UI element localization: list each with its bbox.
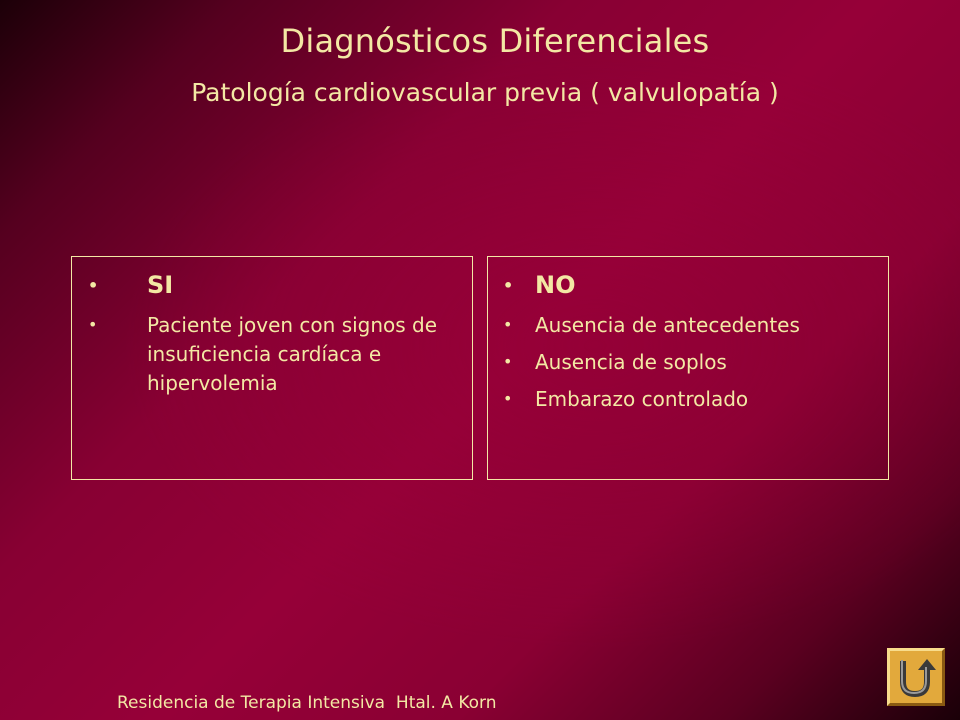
no-heading: NO [535,271,576,299]
no-item-text: Ausencia de antecedentes [535,313,800,337]
si-heading: SI [147,271,174,299]
no-item-text: Ausencia de soplos [535,350,727,374]
bullet: • [88,276,99,295]
no-list-item [488,385,888,414]
no-list-item [488,311,888,340]
slide-title: Diagnósticos Diferenciales [280,22,710,60]
slide-subtitle: Patología cardiovascular previa ( valvulopatía ) [191,78,779,107]
u-turn-return-icon [894,655,938,699]
si-item-text: Paciente joven con signos de insuficiencia cardíaca e hipervolemia [147,313,438,395]
si-list [72,257,472,398]
footer-text: Residencia de Terapia Intensiva Htal. A Korn [117,693,497,713]
si-heading-item [72,269,472,301]
return-button[interactable] [887,648,945,706]
no-list [488,257,888,414]
no-list-item [488,348,888,377]
no-heading-item [488,269,888,301]
no-box [487,256,889,480]
bullet: • [503,352,513,371]
bullet: • [88,315,98,334]
si-box [71,256,473,480]
bullet: • [503,389,513,408]
bullet: • [503,315,513,334]
no-item-text: Embarazo controlado [535,387,749,411]
si-list-item [72,311,472,398]
bullet: • [503,276,514,295]
